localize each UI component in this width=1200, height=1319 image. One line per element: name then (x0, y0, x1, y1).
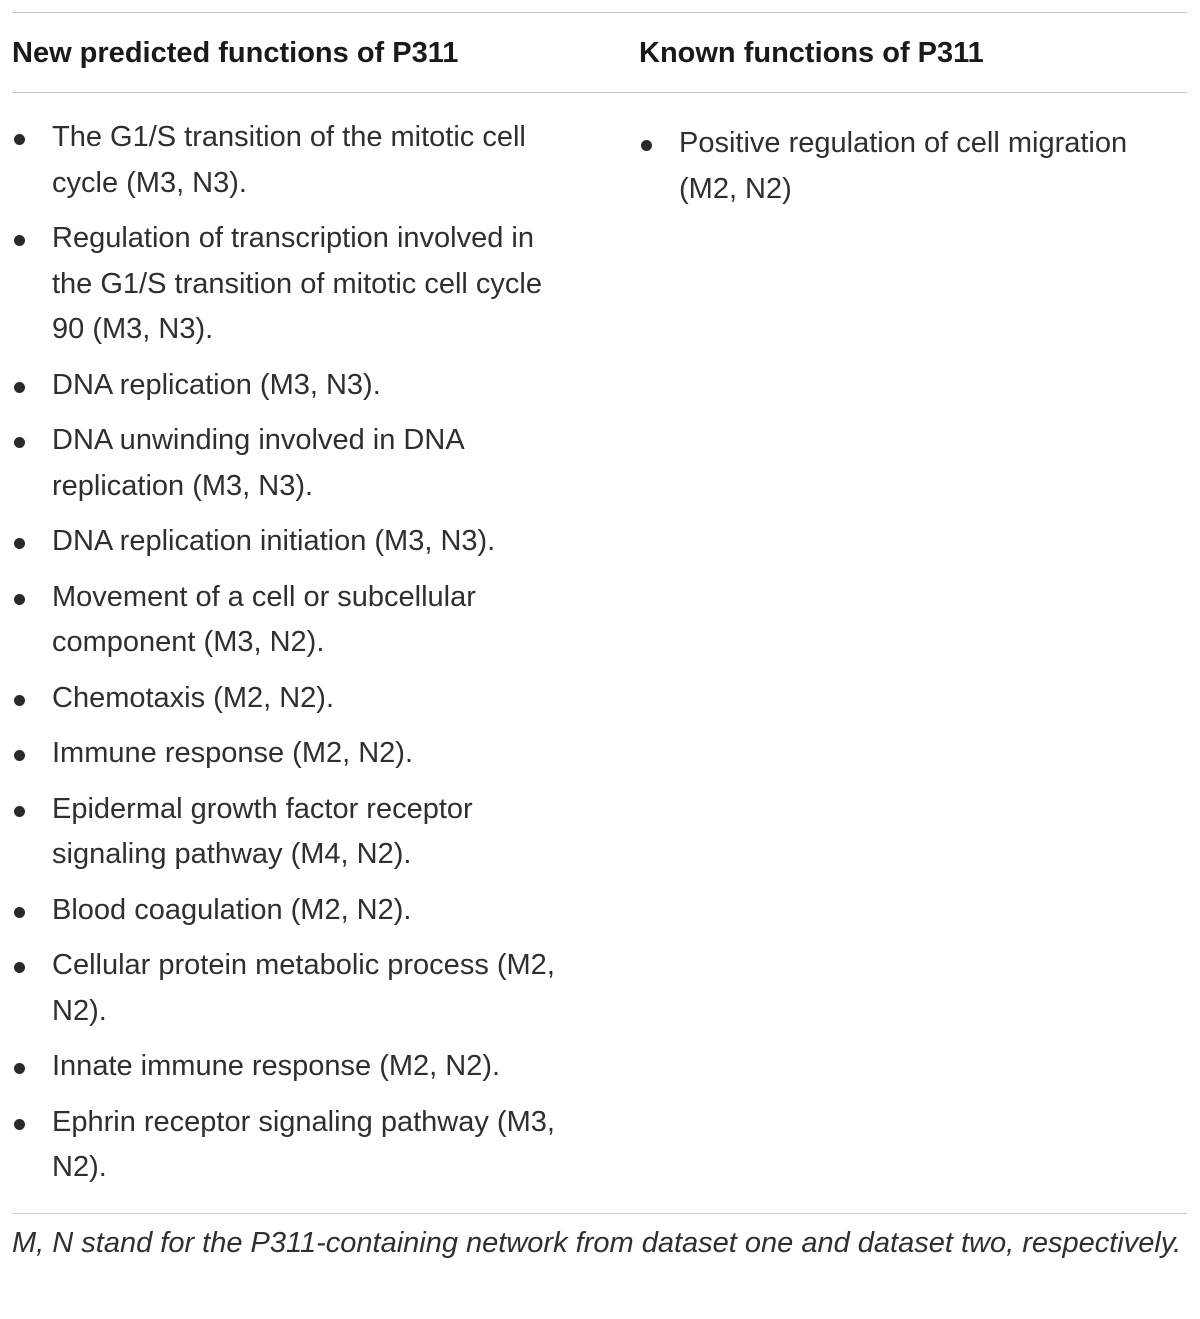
bullet-icon (14, 538, 25, 549)
list-item (12, 676, 572, 722)
column-header-new-predicted-functions: New predicted functions of P311 (12, 37, 459, 69)
bullet-icon (14, 806, 25, 817)
known-functions-list (639, 121, 1184, 222)
list-item-text: DNA replication (M3, N3). (52, 368, 381, 401)
list-item (12, 363, 572, 409)
bullet-icon (14, 1063, 25, 1074)
list-item (12, 575, 572, 666)
list-item-text: Chemotaxis (M2, N2). (52, 681, 335, 714)
table-bottom-rule (12, 1213, 1187, 1214)
list-item-text: Blood coagulation (M2, N2). (52, 893, 412, 926)
list-item-text: Epidermal growth factor receptor signaling pathway (M4, N2). (52, 792, 473, 870)
list-item-text: DNA unwinding involved in DNA replication (M3, N3). (52, 424, 464, 502)
list-item-text: Cellular protein metabolic process (M2, N2). (52, 949, 555, 1027)
table-footnote: M, N stand for the P311-containing network from dataset one and dataset two, respectively. (12, 1227, 1182, 1259)
list-item (12, 1044, 572, 1090)
list-item (12, 418, 572, 509)
list-item-text: The G1/S transition of the mitotic cell cycle (M3, N3). (52, 121, 526, 199)
column-header-known-functions: Known functions of P311 (639, 37, 984, 69)
bullet-icon (14, 1119, 25, 1130)
new-predicted-functions-list (12, 115, 592, 1201)
list-item-text: Immune response (M2, N2). (52, 737, 414, 769)
table-top-rule (12, 12, 1187, 13)
bullet-icon (14, 235, 25, 246)
list-item-text: Positive regulation of cell migration (M2, N2) (679, 127, 1128, 205)
list-item-text: Innate immune response (M2, N2). (52, 1050, 501, 1082)
list-item (12, 787, 572, 878)
list-item (12, 943, 572, 1034)
list-item (12, 1100, 572, 1191)
bullet-icon (14, 382, 25, 393)
bullet-icon (14, 962, 25, 973)
header-divider-rule (12, 92, 1187, 93)
list-item (12, 888, 572, 934)
list-item (639, 121, 1179, 212)
list-item (12, 519, 572, 565)
bullet-icon (14, 594, 25, 605)
bullet-icon (641, 140, 652, 151)
list-item (12, 216, 572, 353)
bullet-icon (14, 134, 25, 145)
list-item-text: Regulation of transcription involved in the G1/S transition of mitotic cell cycle 90 (M3, N3). (52, 222, 542, 345)
bullet-icon (14, 695, 25, 706)
list-item-text: Movement of a cell or subcellular component (M3, N2). (52, 580, 476, 658)
list-item (12, 731, 572, 777)
list-item-text: DNA replication initiation (M3, N3). (52, 525, 496, 557)
bullet-icon (14, 907, 25, 918)
list-item-text: Ephrin receptor signaling pathway (M3, N2). (52, 1105, 555, 1183)
bullet-icon (14, 437, 25, 448)
list-item (12, 115, 572, 206)
bullet-icon (14, 750, 25, 761)
